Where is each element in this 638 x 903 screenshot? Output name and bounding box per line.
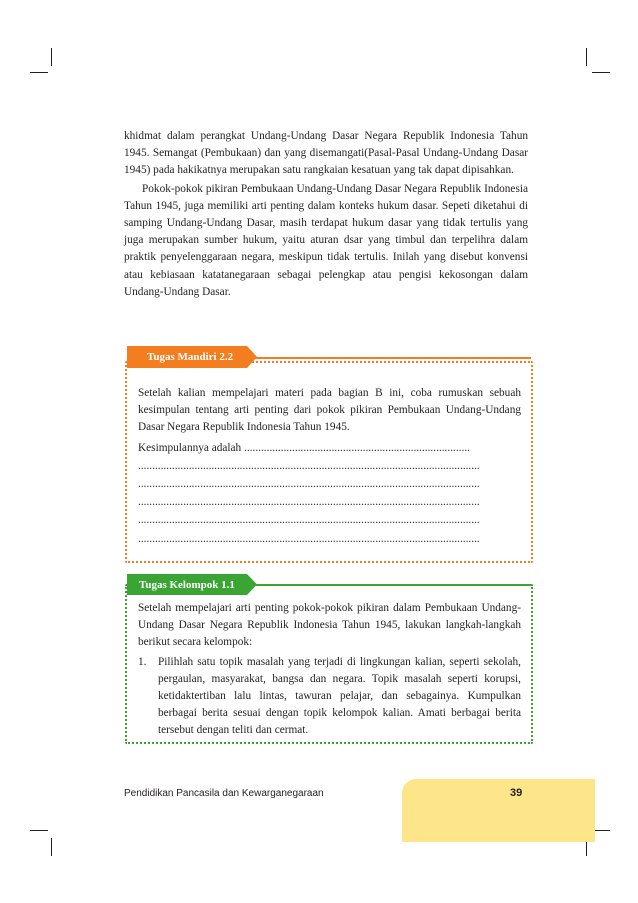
tugas-mandiri-instruction: Setelah kalian mempelajari materi pada bagian B ini, coba rumuskan sebuah kesimpulan tentang arti penting dari pokok pikiran Pembukaan Undang-Undang Dasar Negara Republik Indonesia Tahun 1945.	[138, 387, 521, 434]
crop-mark	[51, 48, 52, 66]
tab-rule	[255, 357, 531, 359]
tugas-kelompok-instruction: Setelah mempelajari arti penting pokok-pokok pikiran dalam Pembukaan Undang-Undang Dasar Negara Republik Indonesia Tahun 1945, lakukan langkah-langkah berikut secara kelompok:	[138, 602, 521, 649]
answer-line: .........................................................................................................................	[138, 514, 480, 527]
tugas-mandiri-box	[125, 361, 533, 563]
list-item	[138, 654, 521, 740]
tugas-mandiri-content	[138, 385, 521, 548]
crop-mark	[592, 72, 610, 73]
body-text	[124, 128, 528, 301]
answer-line: .........................................................................................................................	[138, 496, 480, 509]
answer-line: .........................................................................................................................	[138, 532, 480, 545]
conclusion-label: Kesimpulannya adalah ................................................................................	[138, 441, 470, 454]
tugas-mandiri-title: Tugas Mandiri 2.2	[147, 351, 234, 363]
crop-mark	[51, 838, 52, 856]
page-number-tab	[402, 779, 595, 842]
tugas-kelompok-title-wrap	[127, 575, 257, 595]
paragraph: khidmat dalam perangkat Undang-Undang Dasar Negara Republik Indonesia Tahun 1945. Semangat (Pembukaan) dan yang disemangati(Pasal-Pasal Undang-Undang Dasar 1945) pada hakikatnya merupakan satu rangkaian kesatuan yang tak dapat dipisahkan.	[124, 130, 528, 177]
page-number: 39	[510, 787, 523, 799]
crop-mark	[30, 72, 48, 73]
paragraph: Pokok-pokok pikiran Pembukaan Undang-Undang Dasar Negara Republik Indonesia Tahun 1945, juga memiliki arti penting dalam konteks hukum dasar. Sepeti diketahui di samping Undang-Undang Dasar, masih terdapat hukum dasar yang tidak tertulis yang juga merupakan sumber hukum, yaitu aturan dsar yang timbul dan terpelihra dalam praktik penyelenggaraan negara, meskipun tidak tertulis. Inilah yang disebut konvensi atau kebiasaan katatanegaraan sebagai pelengkap atau pengisi kekosongan dalam Undang-Undang Dasar.	[124, 182, 528, 298]
tugas-kelompok-content	[138, 600, 521, 740]
list-number: 1.	[138, 655, 147, 668]
answer-line: .........................................................................................................................	[138, 459, 480, 472]
tugas-kelompok-title: Tugas Kelompok 1.1	[139, 579, 235, 591]
tab-rule	[255, 584, 531, 586]
list-text: Pilihlah satu topik masalah yang terjadi di lingkungan kalian, seperti sekolah, pergaulan, masyarakat, bangsa dan negara. Topik masalah seperti korupsi, ketidaktertiban lalu lintas, tawuran pelajar, dan sebagainya. Kumpulkan berbagai berita sesuai dengan topik kelompok kalian. Amati berbagai berita tersebut dengan teliti dan cermat.	[158, 655, 521, 737]
book-title: Pendidikan Pancasila dan Kewarganegaraan	[124, 788, 324, 799]
crop-mark	[586, 48, 587, 66]
tugas-kelompok-box	[125, 584, 533, 744]
tugas-mandiri-title-wrap	[127, 347, 257, 367]
crop-mark	[30, 830, 48, 831]
answer-line: .........................................................................................................................	[138, 478, 480, 491]
